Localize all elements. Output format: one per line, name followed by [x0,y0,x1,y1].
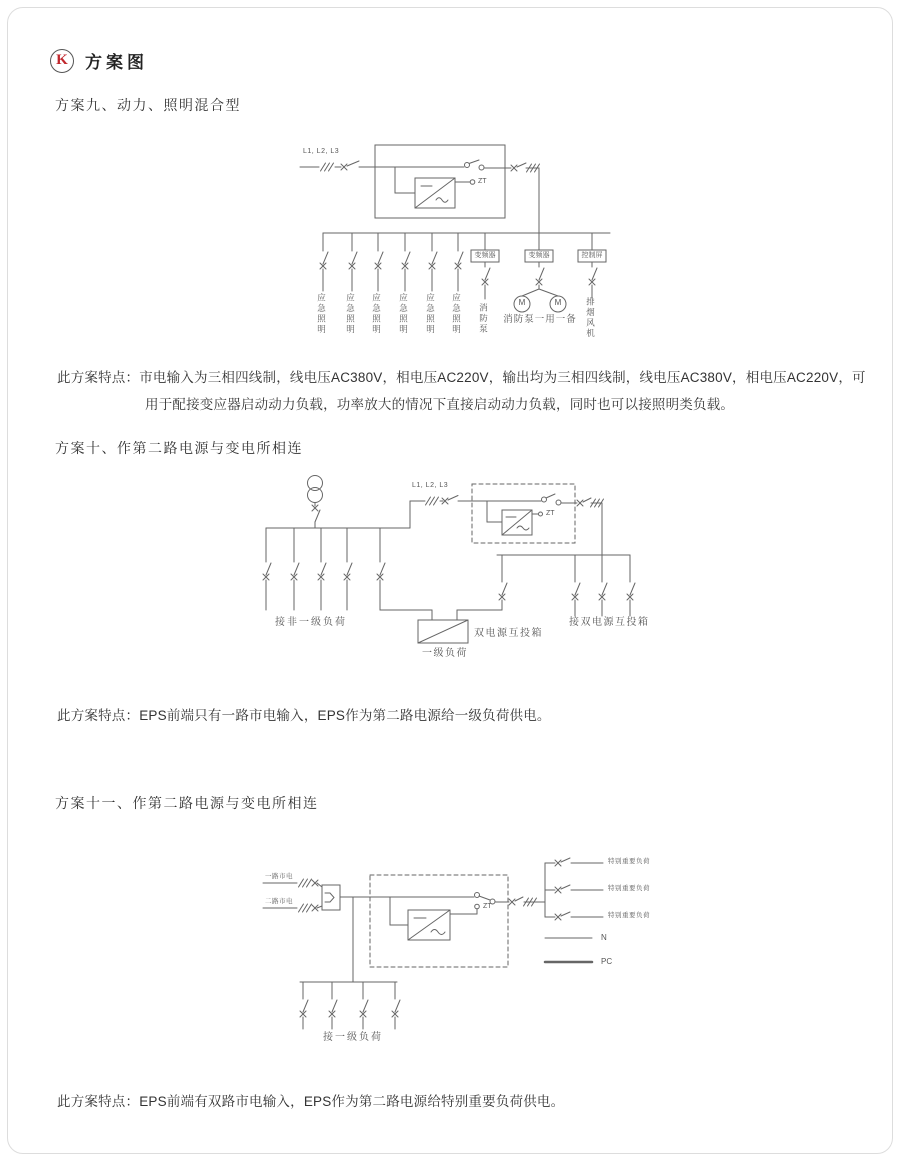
control-box-label: 控制屏 [581,252,603,259]
phase-label: L1, L2, L3 [303,148,340,155]
scheme10-heading: 方案十、作第二路电源与变电所相连 [55,440,303,456]
motor-letter: M [554,298,562,307]
emergency-light-label: 应急照明 [425,293,436,335]
emergency-light-label: 应急照明 [451,293,462,335]
scheme9-feature-text: 此方案特点：市电输入为三相四线制，线电压AC380V，相电压AC220V，输出均为三相四线制，线电压AC380V，相电压AC220V，可用于配接变应器启动动力负载，功率放大的情况下直接启动动力负载，同时也可以接照明类负载。 [57,370,866,412]
scheme11-diagram-linework [255,845,675,1057]
scheme10-diagram [255,470,675,668]
scheme11-diagram [255,845,675,1057]
zt-label: ZT [546,510,555,517]
vfd-box-label: 变频器 [528,252,550,259]
scheme11-feature-text: 此方案特点：EPS前端有双路市电输入，EPS作为第二路电源给特别重要负荷供电。 [57,1094,565,1109]
scheme9-diagram [290,138,670,343]
emergency-light-label: 应急照明 [371,293,382,335]
emergency-light-label: 应急照明 [316,293,327,335]
important-load-label: 特别重要负荷 [608,912,650,919]
scheme9-heading: 方案九、动力、照明混合型 [55,97,241,113]
smoke-fan-label: 排烟风机 [585,297,596,339]
legend-pc-label: PC [601,957,613,966]
mains2-label: 二路市电 [265,898,293,905]
transfer-box-caption: 双电源互投箱 [474,628,543,639]
page-title: 方案图 [85,53,148,72]
dual-pump-caption: 消防泵一用一备 [503,314,577,325]
important-load-label: 特别重要负荷 [608,858,650,865]
zt-label: ZT [483,903,492,910]
primary-load-connect-caption: 接一级负荷 [323,1032,383,1043]
non-primary-load-caption: 接非一级负荷 [275,617,347,628]
primary-load-caption: 一级负荷 [422,648,468,659]
emergency-light-label: 应急照明 [345,293,356,335]
motor-letter: M [518,298,526,307]
dual-supply-caption: 接双电源互投箱 [569,617,650,628]
scheme10-feature-text: 此方案特点：EPS前端只有一路市电输入，EPS作为第二路电源给一级负荷供电。 [57,708,551,723]
scheme11-heading: 方案十一、作第二路电源与变电所相连 [55,795,319,811]
scheme10-diagram-linework [255,470,675,668]
mains1-label: 一路市电 [265,873,293,880]
vfd-box-label: 变频器 [474,252,496,259]
k-badge-icon: K [50,49,74,73]
phase-label: L1, L2, L3 [412,482,449,489]
emergency-light-label: 应急照明 [398,293,409,335]
section-header [50,48,148,73]
fire-pump-label: 消防泵 [478,303,489,335]
important-load-label: 特别重要负荷 [608,885,650,892]
zt-label: ZT [478,178,487,185]
legend-n-label: N [601,933,607,942]
